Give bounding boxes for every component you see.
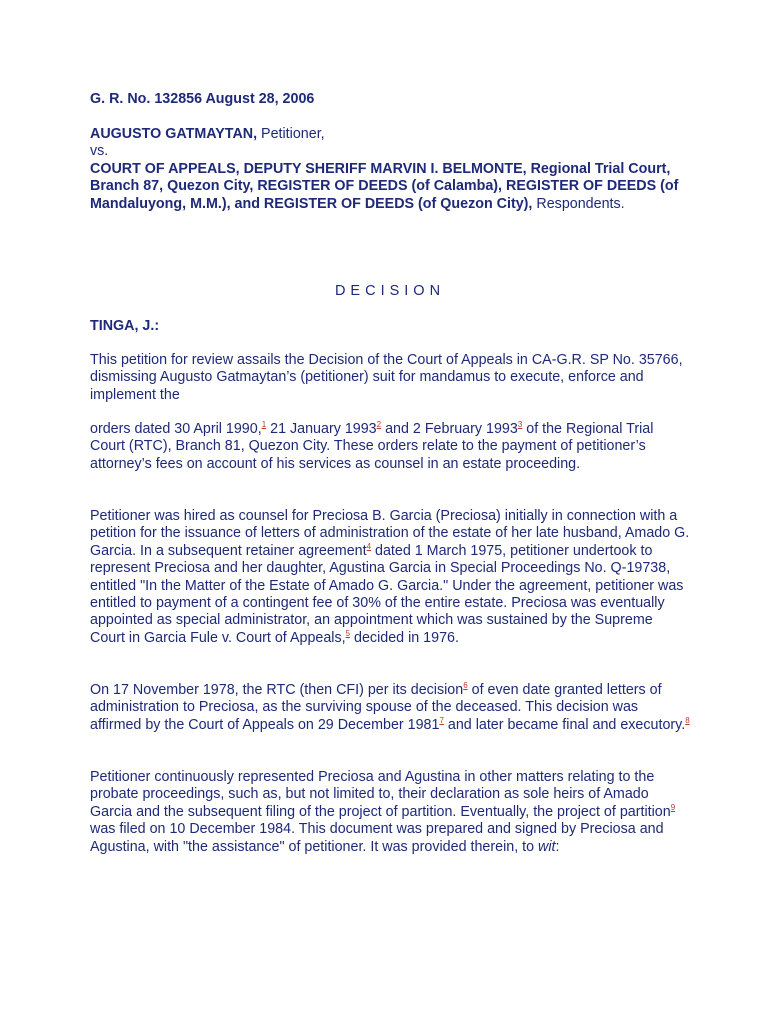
footnote-8-link[interactable]: 8 — [685, 716, 690, 726]
case-caption — [90, 126, 690, 213]
footnote-3-link[interactable]: 3 — [517, 420, 523, 430]
versus: vs. — [90, 143, 109, 160]
petitioner-role: Petitioner, — [257, 126, 325, 142]
footnote-6-link[interactable]: 6 — [463, 681, 468, 691]
decision-heading: DECISION — [334, 283, 446, 299]
paragraph-2: orders dated 30 April 1990,$^1$ 21 January 1993$^2$ and 2 February 1993$^3$ of the Regional Trial Court (RTC), Branch 81, Quezon City. These orders relate to the payment of petitioner’s attorney’s fees on account of his services as counsel in an estate proceeding. — [90, 420, 654, 472]
petitioner-name: AUGUSTO GATMAYTAN, — [90, 126, 258, 142]
footnote-4-link[interactable]: 4 — [366, 542, 372, 552]
footnote-2-link[interactable]: 2 — [376, 420, 382, 430]
paragraph-3: Petitioner was hired as counsel for Preciosa B. Garcia (Preciosa) initially in connection with a petition for the issuance of letters of administration of the estate of her late husband, Amado G. Garcia. In a subsequent retainer agreement$^4$ dated 1 March 1975, petitioner undertook to represent Preciosa and her daughter, Agustina Garcia in Special Proceedings No. Q-19738, entitled "In the Matter of the Estate of Amado G. Garcia." Under the agreement, petitioner was entitled to payment of a contingent fee of 30% of the entire estate. Preciosa was eventually appointed as special administrator, an appointment which was sustained by the Supreme Court in Garcia Fule v. Court of Appeals,$^5$ decided in 1976. — [90, 508, 690, 646]
footnote-5-link[interactable]: 5 — [345, 629, 351, 639]
paragraph-1: This petition for review assails the Decision of the Court of Appeals in CA-G.R. SP No. 35766, dismissing Augusto Gatmaytan’s (petitioner) suit for mandamus to execute, enforce and implement the — [90, 352, 683, 403]
paragraph-4: On 17 November 1978, the RTC (then CFI) per its decision$^6$ of even date granted letters of administration to Preciosa, as the surviving spouse of the deceased. This decision was affirmed by the Court of Appeals on 29 December 1981$^7$ and later became final and executory.$^8$ — [90, 681, 690, 733]
respondents-role: Respondents. — [532, 195, 625, 212]
paragraph-5: Petitioner continuously represented Preciosa and Agustina in other matters relating to the probate proceedings, such as, but not limited to, their declaration as sole heirs of Amado Garcia and the subsequent filing of the project of partition. Eventually, the project of partition$^9$ was filed on 10 December 1984. This document was prepared and signed by Preciosa and Agustina, with "the assistance" of petitioner. It was provided therein, to wit: — [90, 769, 676, 855]
ponente: TINGA, J.: — [90, 318, 160, 334]
respondents-names: COURT OF APPEALS, DEPUTY SHERIFF MARVIN I. BELMONTE, Regional Trial Court, Branch 87, Quezon City, REGISTER OF DEEDS (of Calamba), REGISTER OF DEEDS (of Mandaluyong, M.M.), and REGISTER OF DEEDS (of Quezon City), — [90, 160, 679, 212]
wit-italic: wit — [538, 838, 556, 855]
footnote-1-link[interactable]: 1 — [261, 420, 267, 430]
footnote-9-link[interactable]: 9 — [670, 803, 676, 813]
footnote-7-link[interactable]: 7 — [439, 716, 444, 726]
case-number: G. R. No. 132856 August 28, 2006 — [90, 91, 315, 107]
